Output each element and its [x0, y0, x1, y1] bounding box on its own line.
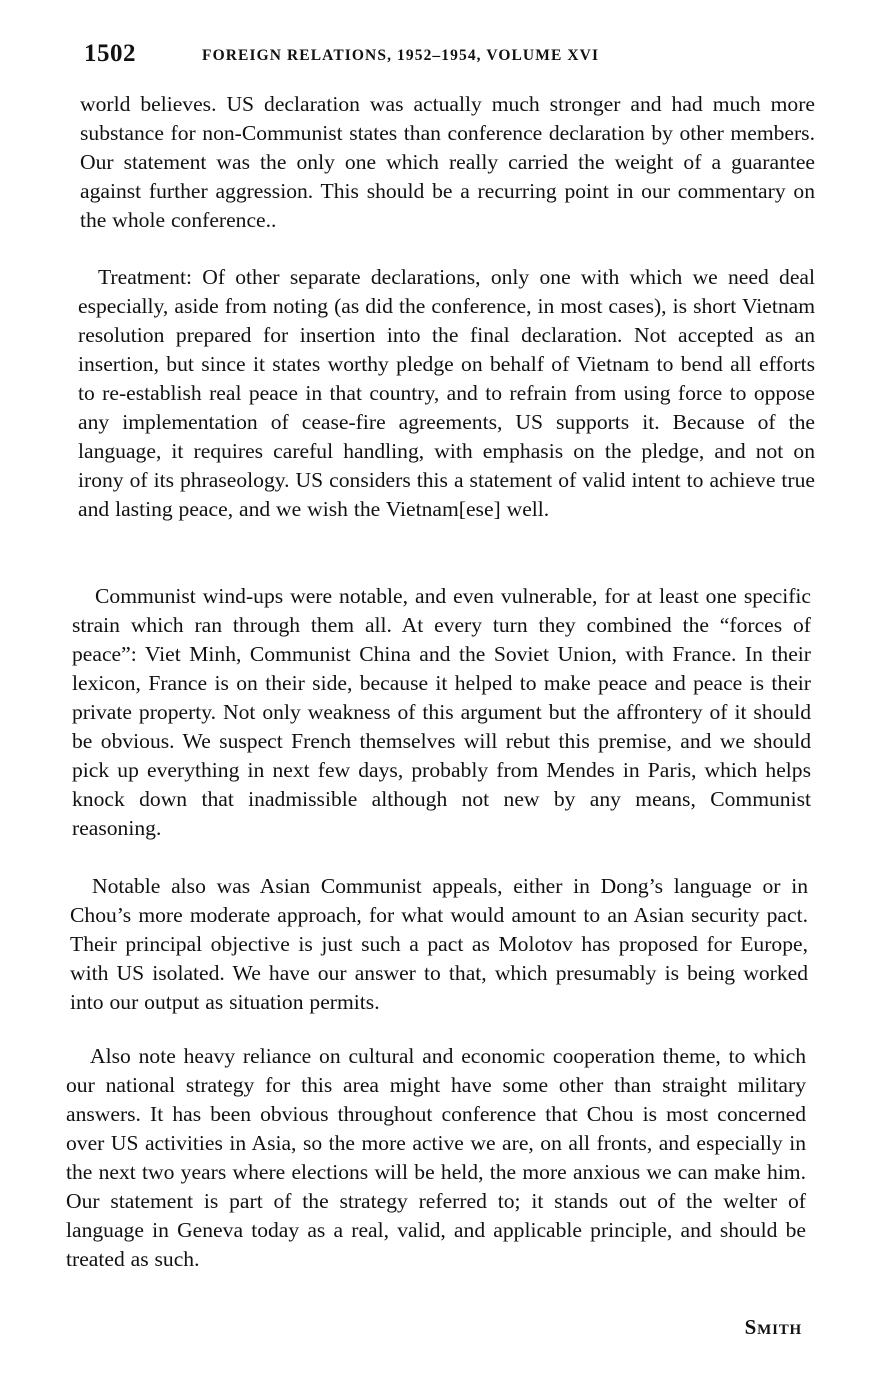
body-paragraph: Communist wind-ups were notable, and even vulnerable, for at least one specific strain which ran through them all. At every turn they combined the “forces of peace”: Viet Minh, Communist China and the Soviet Union, with France. In their lexicon, France is on their side, because it helped to make peace and peace is their private property. Not only weakness of this argument but the affrontery of it should be obvious. We suspect French themselves will rebut this premise, and we should pick up everything in next few days, probably from Mendes in Paris, which helps knock down that inadmissible although not new by any means, Communist reasoning.	[72, 584, 811, 840]
page-number: 1502	[84, 40, 136, 67]
body-paragraph: Also note heavy reliance on cultural and economic cooperation theme, to which our national strategy for this area might have some other than straight military answers. It has been obvious throughout conference that Chou is most concerned over US activities in Asia, so the more active we are, on all fronts, and especially in the next two years where elections will be held, the more anxious we can make him. Our statement is part of the strategy referred to; it stands out of the welter of language in Geneva today as a real, valid, and applicable principle, and should be treated as such.	[66, 1044, 806, 1271]
running-head	[84, 40, 814, 80]
body-paragraph: Notable also was Asian Communist appeals, either in Dong’s language or in Chou’s more moderate approach, for what would amount to an Asian security pact. Their principal objective is just such a pact as Molotov has proposed for Europe, with US isolated. We have our answer to that, which presumably is being worked into our output as situation permits.	[70, 874, 808, 1014]
body-paragraph: Treatment: Of other separate declarations, only one with which we need deal especially, aside from noting (as did the conference, in most cases), is short Vietnam resolution prepared for insertion into the final declaration. Not accepted as an insertion, but since it states worthy pledge on behalf of Vietnam to bend all efforts to re-establish real peace in that country, and to refrain from using force to oppose any implementation of cease-fire agreements, US supports it. Because of the language, it requires careful handling, with emphasis on the pledge, and not on irony of its phraseology. US considers this a statement of valid intent to achieve true and lasting peace, and we wish the Vietnam[ese] well.	[78, 265, 815, 521]
signature: Smith	[744, 1315, 802, 1339]
body-paragraph: world believes. US declaration was actually much stronger and had much more substance for non-Communist states than conference declaration by other members. Our statement was the only one which really carried the weight of a guarantee against further aggression. This should be a recurring point in our commentary on the whole conference..	[80, 92, 815, 232]
running-title: FOREIGN RELATIONS, 1952–1954, VOLUME XVI	[202, 47, 600, 64]
